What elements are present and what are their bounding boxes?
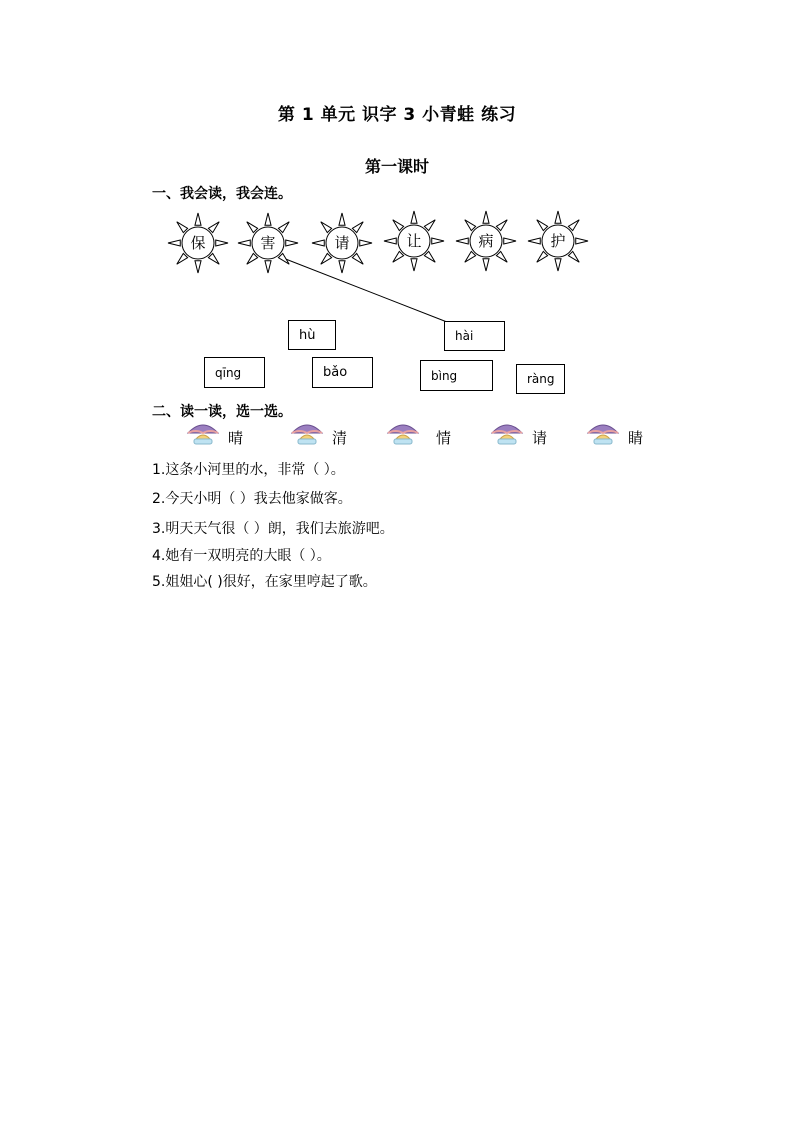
pinyin-box-hu[interactable]: hù xyxy=(288,320,336,350)
sun-character[interactable]: 让 xyxy=(406,232,422,250)
section-1-heading: 一、我会读，我会连。 xyxy=(152,186,292,202)
pinyin-box-rang[interactable]: ràng xyxy=(516,364,565,394)
question-3: 3.明天天气很（ ）朗，我们去旅游吧。 xyxy=(152,521,394,537)
sun-character[interactable]: 害 xyxy=(260,234,276,252)
umbrella-icon xyxy=(290,419,324,453)
question-2: 2.今天小明（ ）我去他家做客。 xyxy=(152,491,352,507)
option-char: 请 xyxy=(532,429,548,447)
sun-character[interactable]: 病 xyxy=(478,232,494,250)
sun-character[interactable]: 保 xyxy=(190,234,206,252)
pinyin-box-bing[interactable]: bìng xyxy=(420,360,493,391)
section-2-heading: 二、读一读，选一选。 xyxy=(152,404,292,420)
sun-character[interactable]: 护 xyxy=(550,232,566,250)
pinyin-box-bao[interactable]: bǎo xyxy=(312,357,373,388)
umbrella-icon xyxy=(490,419,524,453)
option-char: 情 xyxy=(436,429,452,447)
page-title: 第 1 单元 识字 3 小青蛙 练习 xyxy=(277,105,517,125)
option-char: 睛 xyxy=(628,429,644,447)
pinyin-box-hai[interactable]: hài xyxy=(444,321,505,351)
option-char: 清 xyxy=(332,429,348,447)
question-5: 5.姐姐心( )很好，在家里哼起了歌。 xyxy=(152,574,377,590)
question-4: 4.她有一双明亮的大眼（ ）。 xyxy=(152,548,331,564)
option-char: 晴 xyxy=(228,429,244,447)
option-row xyxy=(0,419,794,449)
umbrella-icon xyxy=(186,419,220,453)
umbrella-icon xyxy=(386,419,420,453)
umbrella-icon xyxy=(586,419,620,453)
sun-character[interactable]: 请 xyxy=(334,234,350,252)
pinyin-box-qing[interactable]: qīng xyxy=(204,357,265,388)
question-1: 1.这条小河里的水，非常（ ）。 xyxy=(152,462,345,478)
lesson-subtitle: 第一课时 xyxy=(364,157,429,176)
